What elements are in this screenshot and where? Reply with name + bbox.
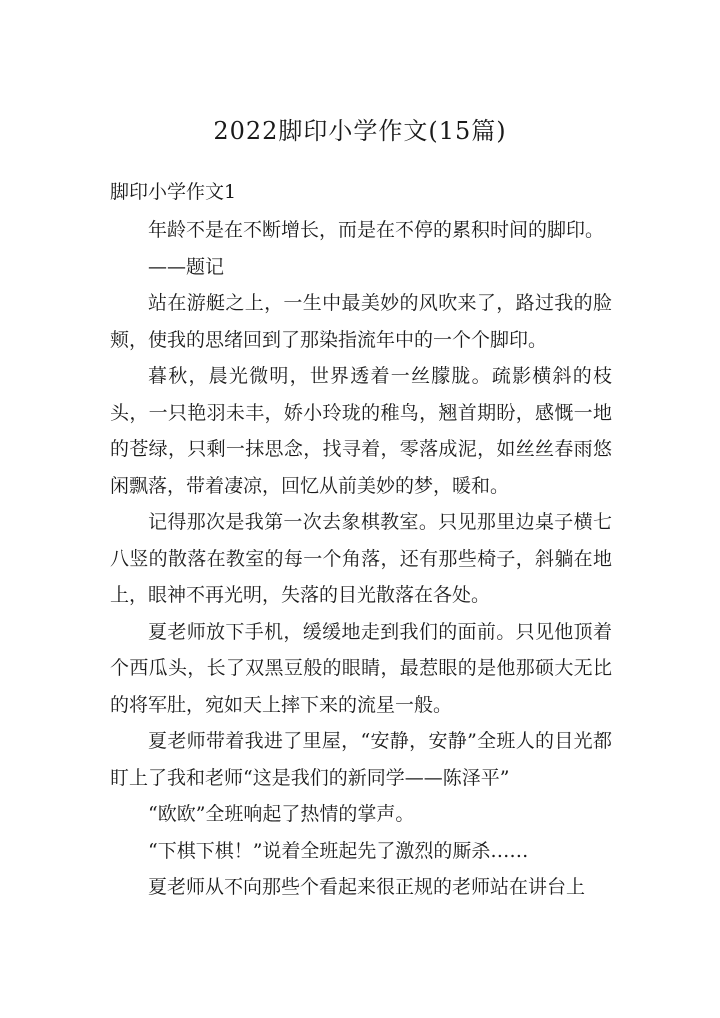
paragraph: 年龄不是在不断增长，而是在不停的累积时间的脚印。: [148, 219, 605, 241]
paragraph: 夏老师从不向那些个看起来很正规的老师站在讲台上: [148, 876, 586, 898]
paragraph: “欧欧”全班响起了热情的掌声。: [148, 803, 415, 825]
paragraph: 夏老师放下手机，缓缓地走到我们的面前。只见他顶着个西瓜头，长了双黑豆般的眼睛，最惹眼的是他那硕大无比的将军肚，宛如天上摔下来的流星一般。: [110, 620, 612, 716]
document-title: 2022脚印小学作文(15篇): [213, 117, 507, 145]
paragraph: ——题记: [148, 255, 225, 278]
paragraph: “下棋下棋！”说着全班起先了激烈的厮杀……: [148, 839, 529, 862]
section-heading: 脚印小学作文1: [110, 181, 237, 203]
paragraph: 暮秋，晨光微明，世界透着一丝朦胧。疏影横斜的枝头，一只艳羽未丰，娇小玲珑的稚鸟，翘首期盼，感慨一地的苍绿，只剩一抹思念，找寻着，零落成泥，如丝丝春雨悠闲飘落，带着凄凉，回忆从前美妙的梦，暖和。: [110, 365, 612, 497]
paragraph: 夏老师带着我进了里屋，“安静，安静”全班人的目光都盯上了我和老师“这是我们的新同学——陈泽平”: [110, 730, 612, 789]
paragraph: 站在游艇之上，一生中最美妙的风吹来了，路过我的脸颊，使我的思绪回到了那染指流年中的一个个脚印。: [110, 292, 612, 351]
document-body: [110, 212, 612, 906]
paragraph: 记得那次是我第一次去象棋教室。只见那里边桌子横七八竖的散落在教室的每一个角落，还有那些椅子，斜躺在地上，眼神不再光明，失落的目光散落在各处。: [110, 511, 612, 606]
